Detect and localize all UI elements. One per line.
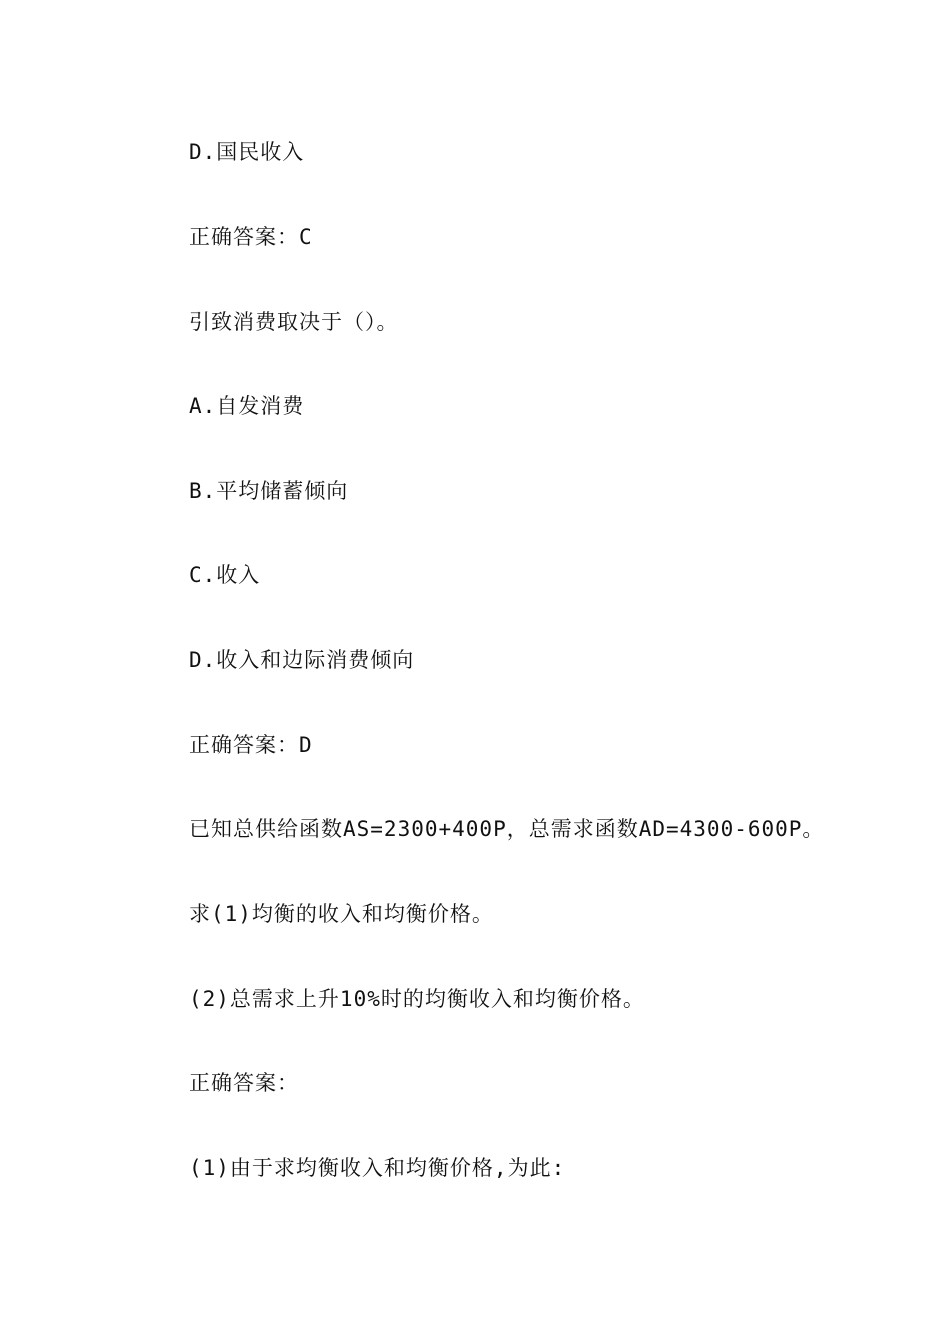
- answer-heading-line: 正确答案：: [189, 1071, 299, 1095]
- problem-statement-line: 已知总供给函数AS=2300+400P，总需求函数AD=4300-600P。: [189, 817, 825, 841]
- option-d-line: D.国民收入: [189, 140, 305, 164]
- option-b-line: B.平均储蓄倾向: [189, 479, 349, 503]
- problem-part-1-line: 求(1)均衡的收入和均衡价格。: [189, 902, 494, 926]
- option-a-line: A.自发消费: [189, 394, 305, 418]
- solution-line: (1)由于求均衡收入和均衡价格,为此:: [189, 1156, 566, 1180]
- question-line: 引致消费取决于（）。: [189, 310, 399, 334]
- problem-part-2-line: (2)总需求上升10%时的均衡收入和均衡价格。: [189, 987, 645, 1011]
- answer-line: 正确答案：D: [189, 733, 313, 757]
- option-d-line: D.收入和边际消费倾向: [189, 648, 415, 672]
- option-c-line: C.收入: [189, 563, 261, 587]
- answer-line: 正确答案：C: [189, 225, 313, 249]
